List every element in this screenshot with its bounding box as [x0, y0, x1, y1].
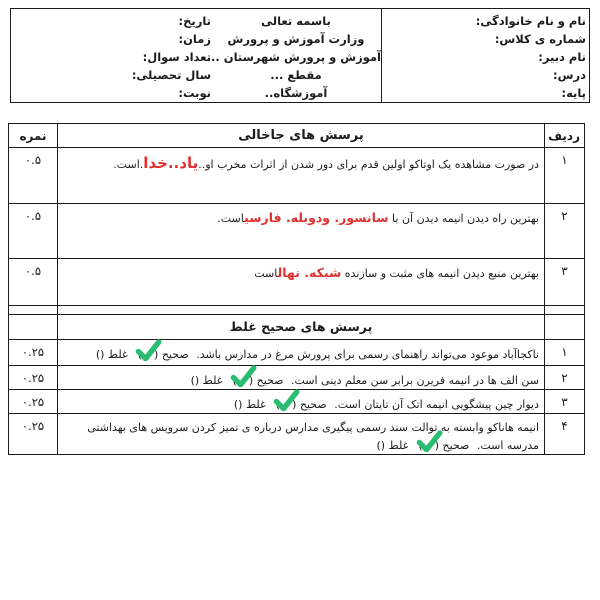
- row-number-cell: ۲: [545, 204, 585, 259]
- score-cell: ۰.۵: [9, 148, 58, 204]
- question-text: ناکجاآباد موعود می‌تواند راهنمای رسمی برای پرورش مرغ در مدارس باشد.: [192, 348, 539, 361]
- correct-option-close: ): [232, 374, 237, 387]
- header-field-label: تعداد سوال:: [142, 50, 211, 64]
- empty-cell: [58, 306, 545, 315]
- header-field-label: زمان:: [178, 32, 211, 46]
- header-field-label: تاریخ:: [178, 14, 211, 28]
- wrong-option-label: غلط (): [233, 398, 266, 412]
- score-cell: ۰.۵: [9, 204, 58, 259]
- question-text: در صورت مشاهده یک اوتاکو اولین قدم برای دور شدن از اثرات مخرب او..: [198, 158, 539, 171]
- checkmark-icon: [228, 366, 258, 388]
- header-field-label: سال تحصیلی:: [131, 68, 211, 82]
- true-false-row: [9, 414, 585, 455]
- header-field-label: نام دبیر:: [538, 50, 586, 64]
- row-number-cell: ۳: [545, 390, 585, 414]
- fill-blank-row: [9, 148, 585, 204]
- correct-option-close: ): [137, 348, 143, 361]
- question-text: بهترین راه دیدن انیمه دیدن آن با: [388, 212, 539, 225]
- header-field-label: شماره ی کلاس:: [494, 32, 586, 46]
- header-field-label: پایه:: [561, 86, 586, 100]
- section-title-cell: [58, 315, 545, 340]
- header-field-label: نوبت:: [178, 86, 211, 100]
- score-cell: ۰.۲۵: [9, 390, 58, 414]
- questions-table: [8, 123, 585, 455]
- question-text: است: [254, 267, 278, 280]
- wrong-option-label: غلط (): [190, 374, 223, 387]
- true-false-row: [9, 340, 585, 366]
- empty-cell: [545, 306, 585, 315]
- score-cell: ۰.۲۵: [9, 340, 58, 366]
- school-header-line: مقطع ...: [270, 68, 322, 82]
- wrong-option-label: غلط (): [376, 439, 409, 453]
- score-cell: ۰.۲۵: [9, 366, 58, 390]
- column-header-question-section: پرسش های جاخالی: [58, 124, 545, 148]
- question-text: دیوار چین پیشگویی انیمه اتک آن تایتان است.: [330, 398, 539, 412]
- question-cell: [58, 259, 545, 306]
- header-field-label: درس:: [553, 68, 586, 82]
- empty-cell: [9, 315, 58, 340]
- empty-cell: [9, 306, 58, 315]
- correct-option-close: ): [418, 439, 423, 453]
- score-cell: ۰.۲۵: [9, 414, 58, 455]
- section-title-row: [9, 315, 585, 340]
- header-right-column: [381, 9, 589, 102]
- school-header-line: آموزش و پرورش شهرستان ...: [206, 50, 381, 64]
- correct-option-close: ): [275, 398, 281, 412]
- correct-option-label: صحیح (: [292, 398, 327, 412]
- empty-cell: [545, 315, 585, 340]
- correct-option-label: صحیح (: [434, 439, 470, 453]
- question-text: بهترین منبع دیدن انیمه های مثبت و سازنده: [341, 267, 539, 280]
- correct-option-label: صحیح (: [248, 374, 284, 387]
- correct-option-label: صحیح (: [154, 348, 189, 361]
- school-header-line: وزارت آموزش و پرورش: [227, 32, 365, 46]
- question-cell: [58, 414, 545, 455]
- question-cell: [58, 366, 545, 390]
- question-cell: [58, 204, 545, 259]
- section-title: پرسش های صحیح غلط: [229, 319, 373, 334]
- checkmark-icon: [133, 340, 163, 362]
- school-header-line: آموزشگاه..: [264, 86, 328, 100]
- column-header-score: نمره: [9, 124, 58, 148]
- header-center-column: [206, 9, 381, 102]
- row-number-cell: ۲: [545, 366, 585, 390]
- answer-text: یاد..خدا: [143, 154, 199, 172]
- checkmark-icon: [414, 431, 444, 453]
- header-field-label: نام و نام خانوادگی:: [475, 14, 586, 28]
- table-header-row: [9, 124, 585, 148]
- row-number-cell: ۳: [545, 259, 585, 306]
- header-info-box: [10, 8, 590, 103]
- row-number-cell: ۴: [545, 414, 585, 455]
- answer-text: سانسور. ودوبله. فارسی: [244, 210, 389, 225]
- wrong-option-label: غلط (): [95, 348, 128, 361]
- question-text: .است.: [113, 158, 144, 171]
- true-false-row: [9, 366, 585, 390]
- header-left-column: [11, 9, 211, 102]
- checkmark-icon: [271, 390, 301, 412]
- answer-text: شبکه. نهال: [277, 265, 342, 280]
- empty-spacer-row: [9, 306, 585, 315]
- row-number-cell: ۱: [545, 148, 585, 204]
- fill-blank-row: [9, 259, 585, 306]
- question-text: است.: [217, 212, 245, 225]
- question-cell: [58, 148, 545, 204]
- question-text: سن الف ها در انیمه فریرن برابر سن معلم دینی است.: [287, 374, 539, 387]
- question-cell: [58, 390, 545, 414]
- question-cell: [58, 340, 545, 366]
- true-false-row: [9, 390, 585, 414]
- school-header-line: باسمه تعالی: [261, 14, 331, 28]
- column-header-row-number: ردیف: [545, 124, 585, 148]
- row-number-cell: ۱: [545, 340, 585, 366]
- question-text: انیمه هاناکو وابسته به توالت سند رسمی پیگیری مدارس درباره ی تمیز کردن سرویس های بهداشتی مدرسه است.: [87, 421, 539, 453]
- score-cell: ۰.۵: [9, 259, 58, 306]
- fill-blank-row: [9, 204, 585, 259]
